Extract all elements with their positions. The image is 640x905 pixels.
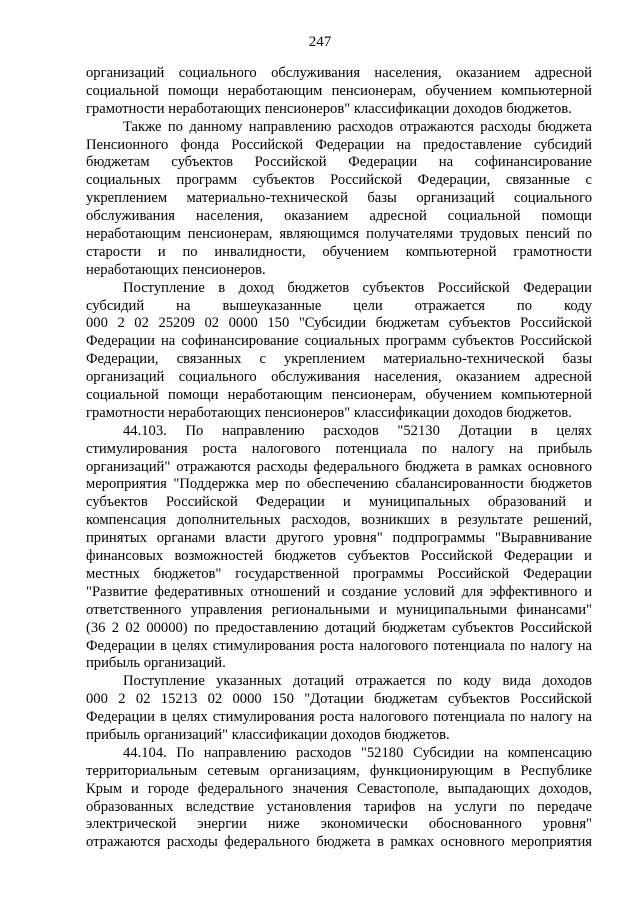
text-line: Федерации, связанных с укреплением материально-технической базы xyxy=(86,351,592,368)
text-line: бюджетам субъектов Российской Федерации на софинансирование xyxy=(86,154,592,171)
text-line: организаций" отражаются расходы федерального бюджета в рамках основного xyxy=(86,458,592,475)
page-number: 247 xyxy=(308,34,332,50)
text-line: укреплением материально-технической базы организаций социального xyxy=(86,190,592,207)
text-line: Крым и городе федерального значения Севастополе, выпадающих доходов, xyxy=(86,780,592,797)
text-line: Федерации в целях стимулирования роста налогового потенциала по налогу на xyxy=(86,637,592,654)
text-line: неработающим пенсионерам, являющимся получателями трудовых пенсий по xyxy=(86,226,592,243)
text-line: организаций социального обслуживания населения, оказанием адресной xyxy=(86,369,592,386)
text-line: финансовых возможностей бюджетов субъектов Российской Федерации и xyxy=(86,548,592,565)
text-line: местных бюджетов" государственной программы Российской Федерации xyxy=(86,565,592,582)
text-line: Поступление в доход бюджетов субъектов Российской Федерации xyxy=(123,279,592,296)
text-line: прибыль организаций" классификации доходов бюджетов. xyxy=(86,726,450,743)
text-line: субъектов Российской Федерации и муниципальных образований и xyxy=(86,494,592,511)
text-line: территориальным сетевым организациям, функционирующим в Республике xyxy=(86,762,592,779)
text-line: (36 2 02 00000) по предоставлению дотаций бюджетам субъектов Российской xyxy=(86,619,592,636)
text-line: грамотности неработающих пенсионеров" классификации доходов бюджетов. xyxy=(86,100,572,117)
text-line: отражаются расходы федерального бюджета в рамках основного мероприятия xyxy=(86,834,592,851)
text-line: социальных программ субъектов Российской Федерации, связанные с xyxy=(86,172,592,189)
text-line: социальной помощи неработающим пенсионерам, обучением компьютерной xyxy=(86,82,592,99)
text-line: 000 2 02 15213 02 0000 150 "Дотации бюджетам субъектов Российской xyxy=(86,691,592,708)
text-line: неработающих пенсионеров. xyxy=(86,261,266,278)
text-line: 44.103. По направлению расходов "52130 Дотации в целях xyxy=(123,422,592,439)
text-line: социальной помощи неработающим пенсионерам, обучением компьютерной xyxy=(86,387,592,404)
document-body xyxy=(86,65,592,852)
text-line: обслуживания населения, оказанием адресной социальной помощи xyxy=(86,208,592,225)
text-line: Федерации на софинансирование социальных программ субъектов Российской xyxy=(86,333,592,350)
text-line: Поступление указанных дотаций отражается по коду вида доходов xyxy=(123,673,592,690)
text-line: электрической энергии ниже экономически обоснованного уровня" xyxy=(86,816,592,833)
text-line: ответственного управления региональными и муниципальными финансами" xyxy=(86,601,592,618)
text-line: 000 2 02 25209 02 0000 150 "Субсидии бюджетам субъектов Российской xyxy=(86,315,592,332)
text-line: образованных вследствие установления тарифов на услуги по передаче xyxy=(86,798,592,815)
text-line: "Развитие федеративных отношений и создание условий для эффективного и xyxy=(86,583,592,600)
text-line: Также по данному направлению расходов отражаются расходы бюджета xyxy=(123,118,592,135)
text-line: мероприятия "Поддержка мер по обеспечению сбалансированности бюджетов xyxy=(86,476,592,493)
text-line: стимулирования роста налогового потенциала по налогу на прибыль xyxy=(86,440,592,457)
text-line: компенсация дополнительных расходов, возникших в результате решений, xyxy=(86,512,592,529)
text-line: организаций социального обслуживания населения, оказанием адресной xyxy=(86,65,592,81)
text-line: прибыль организаций. xyxy=(86,655,226,672)
text-line: принятых органами власти другого уровня" подпрограммы "Выравнивание xyxy=(86,530,592,547)
text-line: Пенсионного фонда Российской Федерации на предоставление субсидий xyxy=(86,136,592,153)
text-line: Федерации в целях стимулирования роста налогового потенциала по налогу на xyxy=(86,709,592,726)
text-line: 44.104. По направлению расходов "52180 Субсидии на компенсацию xyxy=(123,744,592,761)
text-line: старости и по инвалидности, обучением компьютерной грамотности xyxy=(86,243,592,260)
text-line: субсидий на вышеуказанные цели отражается по коду xyxy=(86,297,592,314)
text-line: грамотности неработающих пенсионеров" классификации доходов бюджетов. xyxy=(86,404,572,421)
